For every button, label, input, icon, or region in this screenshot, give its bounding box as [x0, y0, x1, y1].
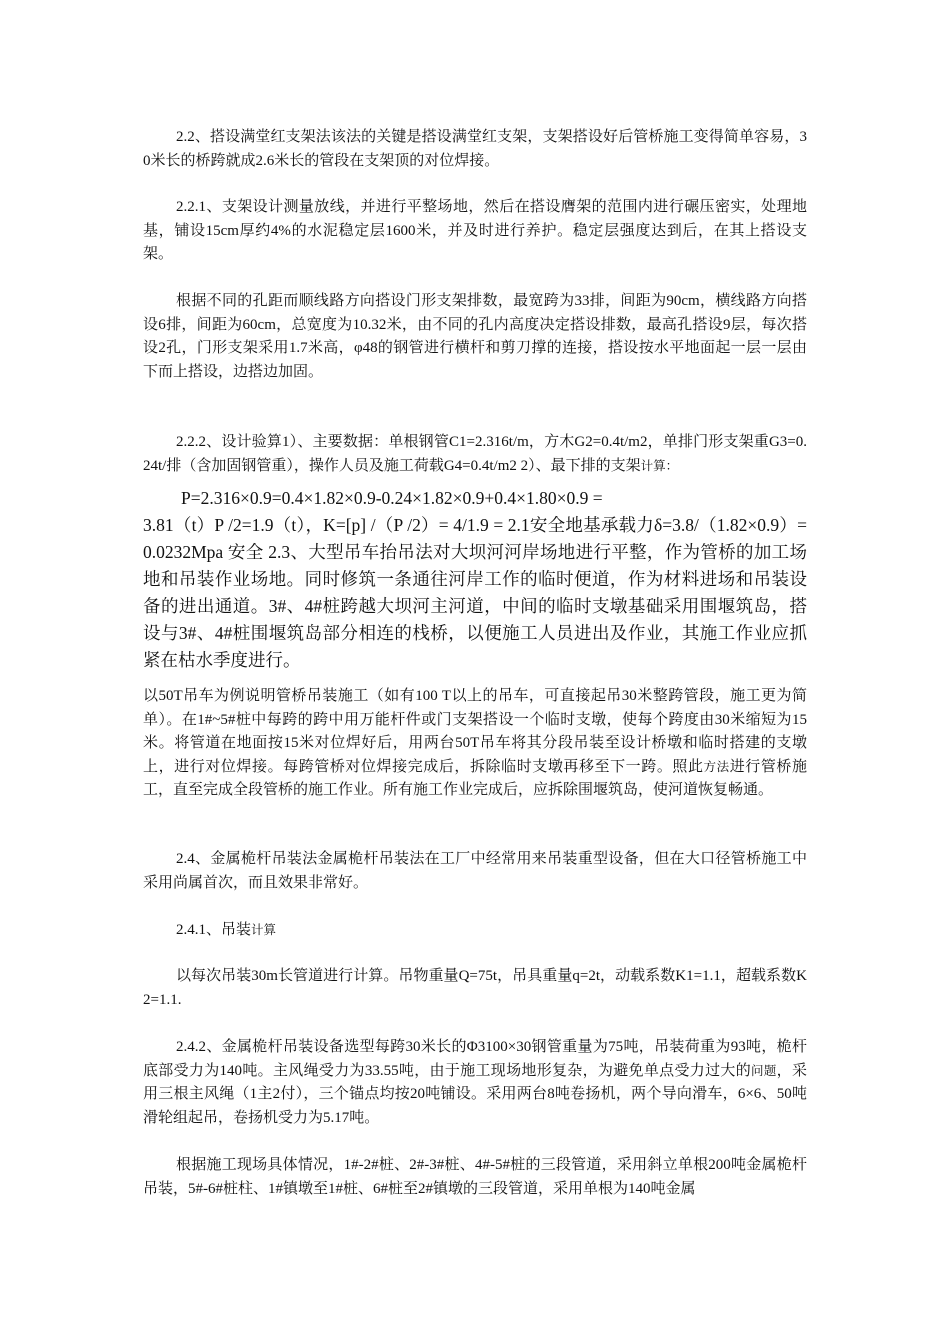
paragraph-50t-crane-c: 进行管桥施工，直至完成全段管桥的施工作业。所有施工作业完成后，应拆除围堰筑岛，使河道恢复畅通。 — [143, 758, 807, 798]
paragraph-2-4-2-a: 2.4.2、金属桅杆吊装设备选型每跨30米长的Φ3100×30钢管重量为75吨，吊装荷重为93吨，桅杆底部受力为140吨。主风绳受力为33.55吨，由于施工现场地形复杂，为避免单点受力过大的 — [143, 1039, 807, 1079]
paragraph-site-conditions: 根据施工现场具体情况，1#-2#桩、2#-3#桩、4#-5#桩的三段管道，采用斜立单根200吨金属桅杆吊装，5#-6#桩柱、1#镇墩至1#桩、6#桩至2#镇墩的三段管道，采用单根为140吨金属 — [143, 1157, 807, 1197]
paragraph-2-4: 2.4、金属桅杆吊装法金属桅杆吊装法在工厂中经常用来吊装重型设备，但在大口径管桥施工中采用尚属首次，而且效果非常好。 — [143, 851, 807, 891]
paragraph-2-4-2-c: ，采用三根主风绳（1主2付），三个锚点均按20吨铺设。采用两台8吨卷扬机，两个导向滑车，6×6、50吨滑轮组起吊，卷扬机受力为5.17吨。 — [143, 1062, 807, 1126]
paragraph-2-2-2 — [143, 431, 807, 478]
paragraph-2-2-2-tail: 计算： — [640, 458, 679, 473]
paragraph-2-2-1: 2.2.1、支架设计测量放线，并进行平整场地，然后在搭设膺架的范围内进行碾压密实，处理地基，铺设15cm厚约4%的水泥稳定层1600米，并及时进行养护。稳定层强度达到后，在其上搭设支架。 — [143, 199, 807, 262]
paragraph-2-2: 2.2、搭设满堂红支架法该法的关键是搭设满堂红支架，支架搭设好后管桥施工变得简单容易，30米长的桥跨就成2.6米长的管段在支架顶的对位焊接。 — [143, 129, 807, 169]
paragraph-support-layout: 根据不同的孔距而顺线路方向搭设门形支架排数，最宽跨为33排，间距为90cm，横线路方向搭设6排，间距为60cm，总宽度为10.32米，由不同的孔内高度决定搭设排数，最高孔搭设9层，每次搭设2孔，门形支架采用1.7米高，φ48的钢管进行横杆和剪刀撑的连接，搭设按水平地面起一层一层由下而上搭设，边搭边加固。 — [143, 293, 807, 380]
paragraph-2-4-2-b: 问题 — [751, 1063, 777, 1078]
paragraph-50t-crane-b: 方法 — [703, 759, 730, 774]
paragraph-50t-crane — [143, 685, 807, 803]
heading-2-4-1-a: 2.4.1、吊装 — [176, 922, 252, 938]
paragraph-calculation-2-3 — [143, 485, 807, 674]
formula-line: P=2.316×0.9=0.4×1.82×0.9-0.24×1.82×0.9+0.4×1.80×0.9 = — [181, 488, 603, 508]
paragraph-2-4-2 — [143, 1036, 807, 1130]
paragraph-2-2-2-text: 2.2.2、设计验算1）、主要数据：单根钢管C1=2.316t/m，方木G2=0.4t/m2，单排门形支架重G3=0.24t/排（含加固钢管重），操作人员及施工荷载G4=0.4t/m2 2）、最下排的支架 — [143, 434, 807, 474]
heading-2-4-1-b: 计算 — [251, 923, 277, 937]
calculation-and-2-3-text: 3.81（t）P /2=1.9（t），K=[p] /（P /2）= 4/1.9 = 2.1安全地基承载力δ=3.8/（1.82×0.9）=0.0232Mpa 安全 2.3、大型吊车抬吊法对大坝河河岸场地进行平整，作为管桥的加工场地和吊装作业场地。同时修筑一条通往河岸工作的临时便道，作为材料进场和吊装设备的进出通道。3#、4#桩跨越大坝河主河道，中间的临时支墩基础采用围堰筑岛，搭设与3#、4#桩围堰筑岛部分相连的栈桥，以便施工人员进出及作业，其施工作业应抓紧在枯水季度进行。 — [143, 515, 807, 670]
paragraph-lifting-calc: 以每次吊装30m长管道进行计算。吊物重量Q=75t，吊具重量q=2t，动载系数K1=1.1，超载系数K2=1.1. — [143, 968, 807, 1008]
paragraph-50t-crane-a: 以50T吊车为例说明管桥吊装施工（如有100 T以上的吊车，可直接起吊30米整跨管段，施工更为简单）。在1#~5#桩中每跨的跨中用万能杆件或门支架搭设一个临时支墩，使每个跨度由30米缩短为15米。将管道在地面按15米对位焊好后，用两台50T吊车将其分段吊装至设计桥墩和临时搭建的支墩上，进行对位焊接。每跨管桥对位焊接完成后，拆除临时支墩再移至下一跨。照此 — [143, 688, 807, 775]
heading-2-4-1 — [143, 919, 807, 943]
